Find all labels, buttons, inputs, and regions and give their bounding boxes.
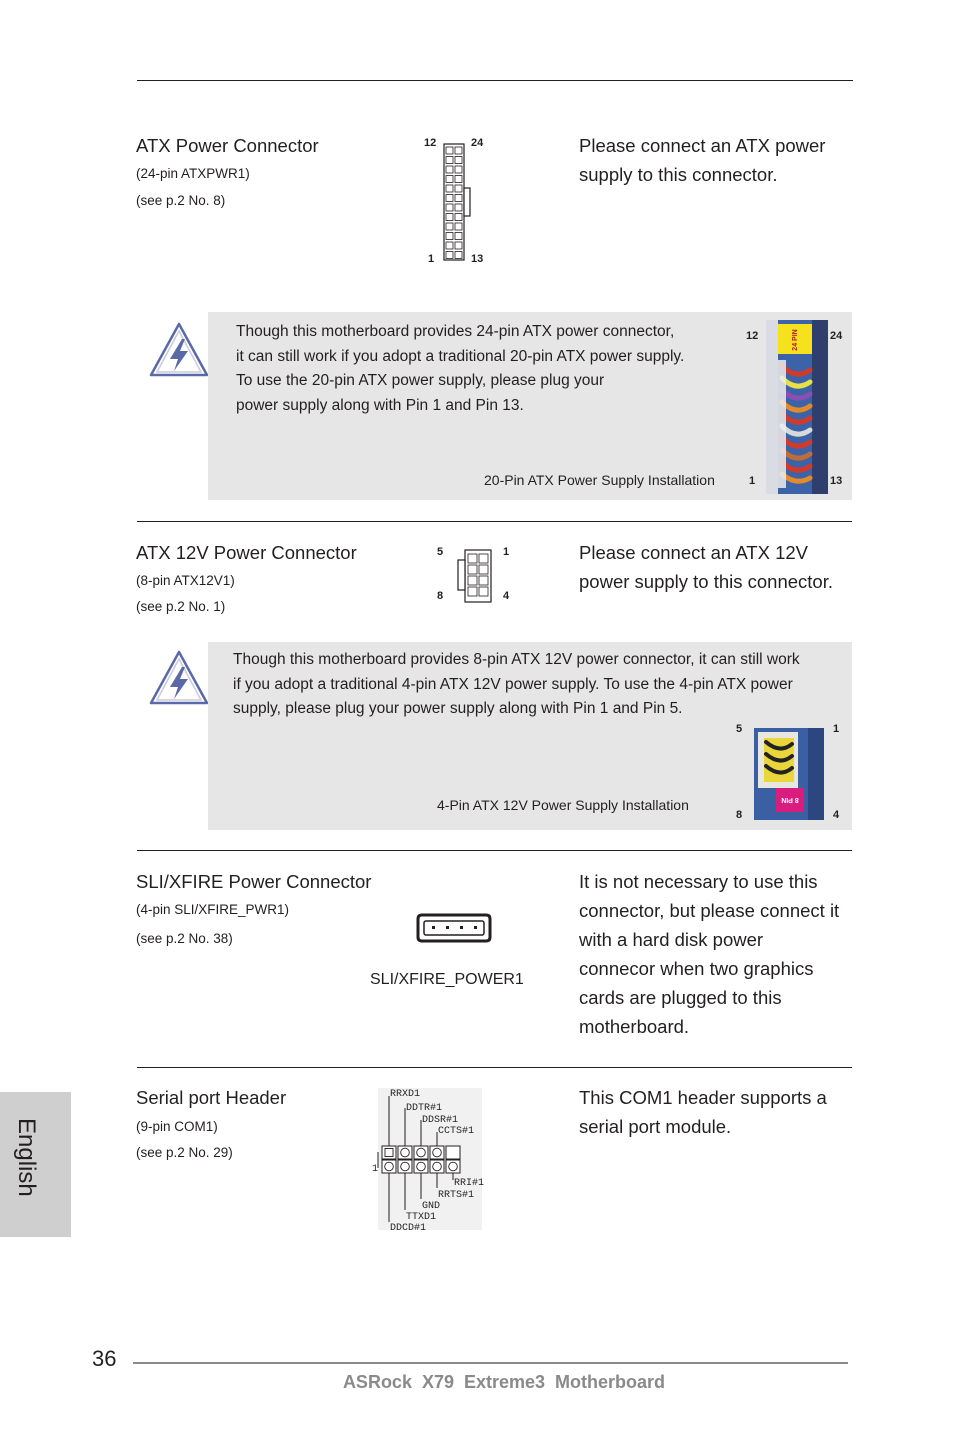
desc-line: connecor when two graphics (579, 958, 814, 979)
sli-pins-label: (4-pin SLI/XFIRE_PWR1) (136, 902, 290, 917)
sli-see-ref: (see p.2 No. 38) (136, 931, 233, 946)
signal-rrts1: RRTS#1 (438, 1190, 475, 1201)
top-rule (137, 80, 853, 81)
signal-ccts1: CCTS#1 (438, 1126, 475, 1137)
desc-line: with a hard disk power (579, 929, 764, 950)
desc-line: power supply to this connector. (579, 571, 834, 592)
atx12v-pins-label: (8-pin ATX12V1) (136, 573, 235, 588)
footer-rule (133, 1362, 848, 1364)
serial-pins-label: (9-pin COM1) (136, 1119, 218, 1134)
language-side-tab (0, 1092, 71, 1237)
photo2-pin-1: 1 (833, 723, 840, 735)
photo1-pin-1: 1 (749, 475, 756, 487)
atx12v-title: ATX 12V Power Connector (136, 542, 357, 563)
desc-line: serial port module. (579, 1116, 732, 1137)
atx12v-pin-5: 5 (437, 546, 444, 558)
pin-label-24: 24 (471, 137, 484, 149)
photo1-label: 24 PIN (792, 329, 799, 351)
atx12v-pin-8: 8 (437, 590, 444, 602)
note-line: power supply along with Pin 1 and Pin 13. (236, 396, 524, 414)
desc-line: cards are plugged to this (579, 987, 782, 1008)
photo1-pin-24: 24 (830, 330, 843, 342)
pin-label-12: 12 (424, 137, 437, 149)
note-24pin-caption: 20-Pin ATX Power Supply Installation (484, 472, 715, 488)
note-24pin-text (236, 320, 684, 418)
atx12v-pin-grid (455, 548, 495, 604)
note-line: To use the 20-pin ATX power supply, please plug your (236, 372, 605, 389)
note-line: Though this motherboard provides 8-pin ATX 12V power connector, it can still work (233, 651, 800, 668)
section-rule (137, 1067, 852, 1068)
signal-rrxd1: RRXD1 (390, 1089, 421, 1100)
photo1-pin-12: 12 (746, 330, 759, 342)
atx12v-description (579, 538, 833, 596)
note-8pin-caption: 4-Pin ATX 12V Power Supply Installation (437, 797, 689, 813)
pin-label-1: 1 (428, 253, 435, 265)
section-rule (137, 850, 852, 851)
warning-icon (148, 649, 210, 707)
atx-power-title: ATX Power Connector (136, 135, 319, 156)
note-line: supply, please plug your power supply along with Pin 1 and Pin 5. (233, 700, 683, 717)
atx24-connector-diagram (420, 136, 500, 266)
atx-power-see-ref: (see p.2 No. 8) (136, 193, 226, 208)
signal-ddsr1: DDSR#1 (422, 1115, 459, 1126)
sli-title: SLI/XFIRE Power Connector (136, 871, 372, 892)
warning-icon (148, 321, 210, 379)
pin-label-13: 13 (471, 253, 484, 265)
note-line: Though this motherboard provides 24-pin ATX power connector, (236, 323, 675, 340)
desc-line: It is not necessary to use this (579, 871, 818, 892)
atx-power-description (579, 131, 825, 189)
photo2-pin-8: 8 (736, 809, 743, 821)
footer-product-title: ASRock X79 Extreme3 Motherboard (342, 1372, 666, 1392)
atx12v-installation-photo (754, 728, 824, 820)
atx-power-pins-label: (24-pin ATXPWR1) (136, 166, 250, 181)
signal-ddtr1: DDTR#1 (406, 1103, 443, 1114)
desc-line: Please connect an ATX 12V (579, 542, 809, 563)
note-line: if you adopt a traditional 4-pin ATX 12V power supply. To use the 4-pin ATX power (233, 675, 793, 693)
photo2-label: 8 PIN (781, 796, 799, 803)
atx12v-pin-4: 4 (503, 590, 510, 602)
atx12v-see-ref: (see p.2 No. 1) (136, 599, 226, 614)
language-tab-label: English (13, 1118, 40, 1197)
serial-see-ref: (see p.2 No. 29) (136, 1145, 233, 1160)
signal-gnd: GND (422, 1201, 441, 1212)
desc-line: connector, but please connect it (579, 900, 840, 921)
serial-description (579, 1083, 827, 1141)
com1-header-diagram (368, 1084, 488, 1234)
serial-title: Serial port Header (136, 1087, 287, 1108)
atx24-pin-grid (442, 142, 474, 262)
photo2-pin-4: 4 (833, 809, 840, 821)
section-rule (137, 521, 852, 522)
atx12v-pin-1: 1 (503, 546, 510, 558)
desc-line: motherboard. (579, 1016, 690, 1037)
note-8pin-text (233, 648, 800, 722)
desc-line: Please connect an ATX power (579, 135, 826, 156)
sli-4pin-connector-icon (416, 913, 492, 945)
note-line: it can still work if you adopt a traditional 20-pin ATX power supply. (236, 347, 685, 365)
signal-ddcd1: DDCD#1 (390, 1223, 427, 1234)
signal-rri1: RRI#1 (454, 1178, 485, 1189)
signal-ttxd1: TTXD1 (406, 1212, 437, 1223)
desc-line: This COM1 header supports a (579, 1087, 827, 1108)
sli-connector-label: SLI/XFIRE_POWER1 (370, 971, 524, 988)
atx24-installation-photo (766, 320, 828, 494)
photo2-pin-5: 5 (736, 723, 743, 735)
sli-description (579, 867, 839, 1041)
com1-pin-1: 1 (372, 1164, 379, 1175)
photo1-pin-13: 13 (830, 475, 843, 487)
desc-line: supply to this connector. (579, 164, 778, 185)
page-number: 36 (92, 1346, 117, 1371)
